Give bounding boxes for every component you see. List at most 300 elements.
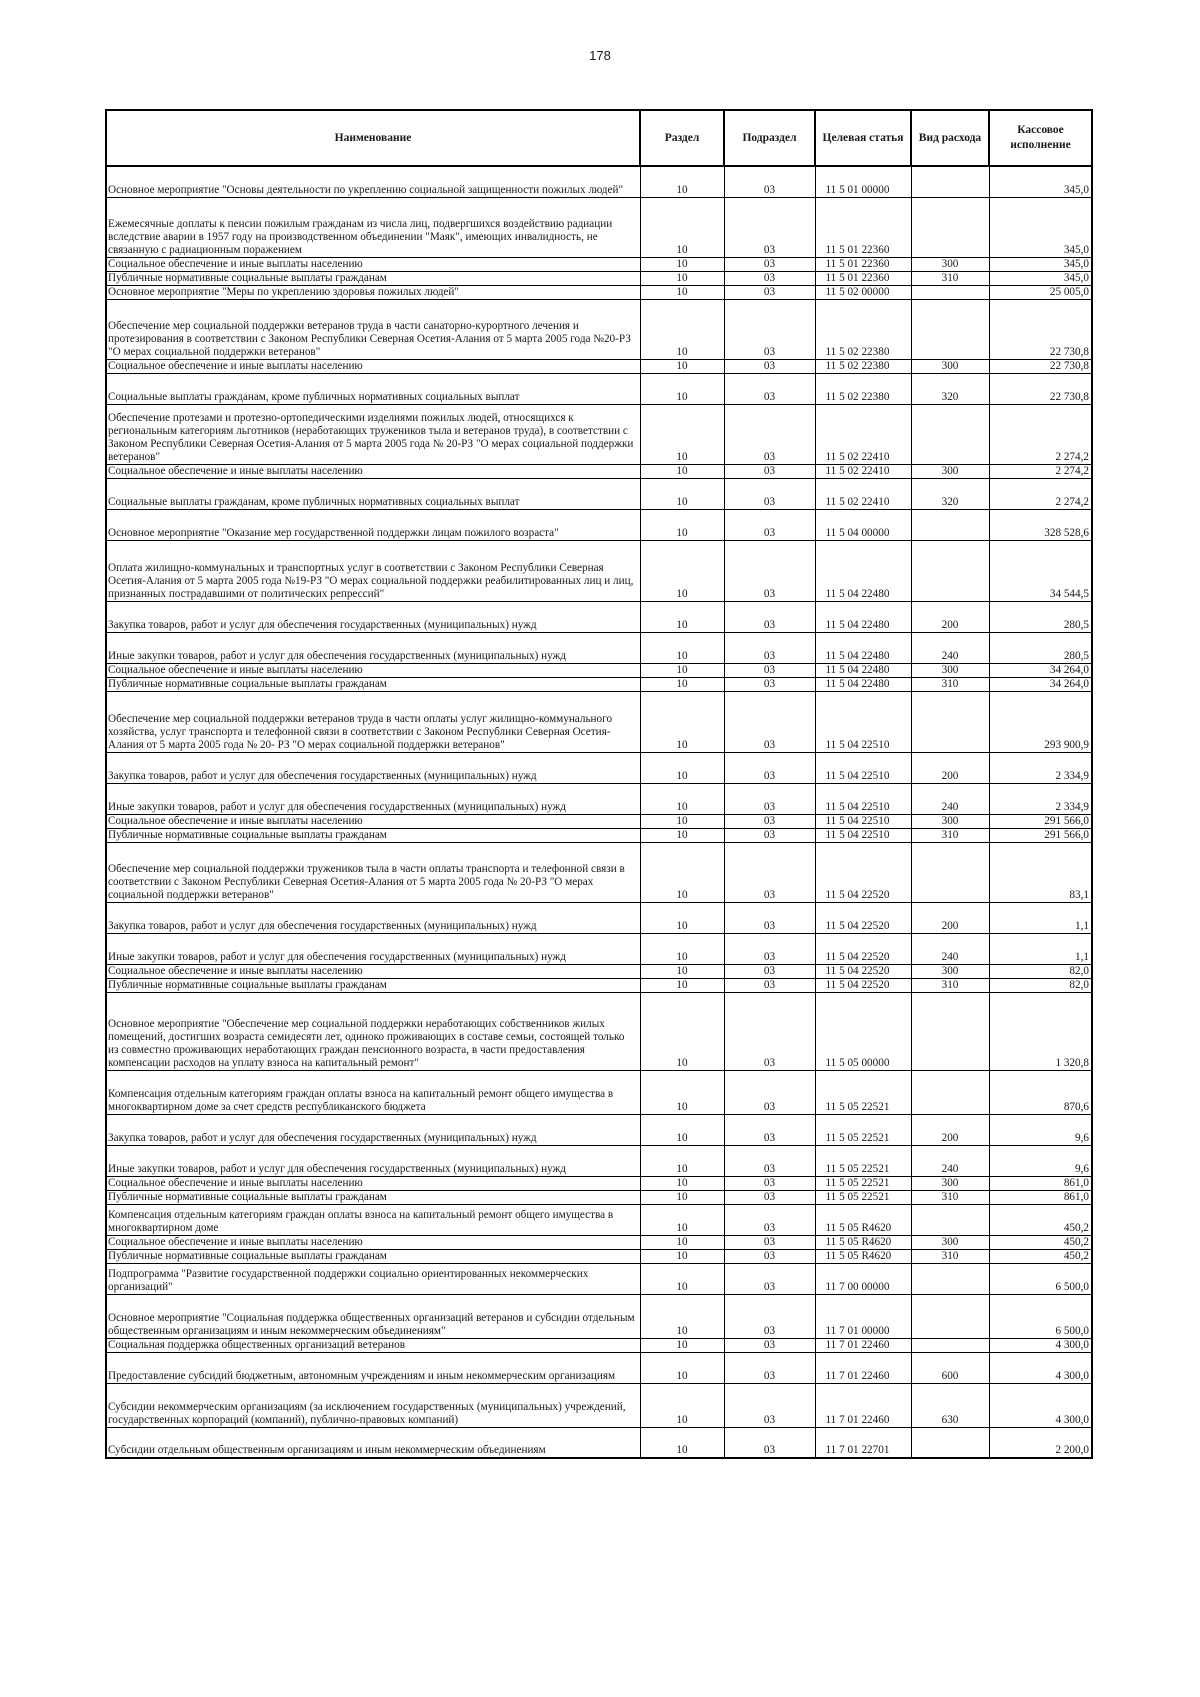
cell-target-article: 11 5 01 00000	[815, 166, 911, 197]
cell-expense-type	[911, 509, 989, 540]
table-row	[106, 663, 1092, 677]
cell-section: 10	[640, 1427, 724, 1458]
cell-name: Закупка товаров, работ и услуг для обеспечения государственных (муниципальных) нужд	[106, 752, 640, 783]
cell-subsection: 03	[724, 964, 815, 978]
cell-amount: 9,6	[989, 1145, 1092, 1176]
cell-name: Социальное обеспечение и иные выплаты населению	[106, 257, 640, 271]
cell-target-article: 11 5 04 22520	[815, 933, 911, 964]
cell-subsection: 03	[724, 783, 815, 814]
cell-expense-type: 300	[911, 814, 989, 828]
cell-expense-type	[911, 1294, 989, 1338]
cell-target-article: 11 7 01 22460	[815, 1383, 911, 1427]
cell-subsection: 03	[724, 828, 815, 842]
cell-name: Социальное обеспечение и иные выплаты населению	[106, 1235, 640, 1249]
cell-subsection: 03	[724, 1070, 815, 1114]
cell-amount: 345,0	[989, 197, 1092, 257]
cell-subsection: 03	[724, 663, 815, 677]
table-row	[106, 1294, 1092, 1338]
cell-name: Иные закупки товаров, работ и услуг для обеспечения государственных (муниципальных) нужд	[106, 632, 640, 663]
cell-amount: 328 528,6	[989, 509, 1092, 540]
table-row	[106, 404, 1092, 464]
table-row	[106, 842, 1092, 902]
cell-target-article: 11 5 04 22480	[815, 540, 911, 601]
cell-subsection: 03	[724, 1383, 815, 1427]
cell-amount: 2 274,2	[989, 478, 1092, 509]
header-expense-type: Вид расхода	[911, 110, 989, 166]
cell-name: Социальное обеспечение и иные выплаты населению	[106, 1176, 640, 1190]
cell-amount: 83,1	[989, 842, 1092, 902]
table-row	[106, 677, 1092, 691]
cell-amount: 450,2	[989, 1249, 1092, 1263]
cell-target-article: 11 5 05 22521	[815, 1070, 911, 1114]
cell-target-article: 11 5 04 22510	[815, 828, 911, 842]
table-row	[106, 540, 1092, 601]
cell-section: 10	[640, 540, 724, 601]
cell-name: Публичные нормативные социальные выплаты гражданам	[106, 677, 640, 691]
cell-amount: 2 274,2	[989, 464, 1092, 478]
cell-expense-type: 240	[911, 1145, 989, 1176]
cell-expense-type	[911, 404, 989, 464]
table-row	[106, 978, 1092, 992]
cell-amount: 291 566,0	[989, 828, 1092, 842]
cell-subsection: 03	[724, 1235, 815, 1249]
cell-amount: 861,0	[989, 1190, 1092, 1204]
cell-section: 10	[640, 404, 724, 464]
cell-name: Иные закупки товаров, работ и услуг для обеспечения государственных (муниципальных) нужд	[106, 783, 640, 814]
cell-section: 10	[640, 1352, 724, 1383]
table-row	[106, 271, 1092, 285]
cell-amount: 22 730,8	[989, 299, 1092, 359]
cell-target-article: 11 5 04 22480	[815, 632, 911, 663]
cell-section: 10	[640, 1263, 724, 1294]
cell-expense-type: 240	[911, 783, 989, 814]
cell-amount: 82,0	[989, 964, 1092, 978]
cell-name: Обеспечение мер социальной поддержки ветеранов труда в части оплаты услуг жилищно-коммунального хозяйства, услуг транспорта и телефонной связи в соответствии с Законом Республики Северная Осетия-Алания от 5 марта 2005 года № 20- РЗ "О мерах социальной поддержки ветеранов"	[106, 691, 640, 752]
cell-target-article: 11 5 01 22360	[815, 271, 911, 285]
cell-amount: 450,2	[989, 1204, 1092, 1235]
cell-subsection: 03	[724, 752, 815, 783]
cell-expense-type	[911, 166, 989, 197]
cell-section: 10	[640, 1249, 724, 1263]
table-row	[106, 1114, 1092, 1145]
cell-amount: 450,2	[989, 1235, 1092, 1249]
cell-target-article: 11 5 01 22360	[815, 197, 911, 257]
cell-target-article: 11 5 05 00000	[815, 992, 911, 1070]
table-row	[106, 632, 1092, 663]
cell-section: 10	[640, 271, 724, 285]
cell-target-article: 11 5 04 22510	[815, 752, 911, 783]
table-row	[106, 1383, 1092, 1427]
cell-subsection: 03	[724, 814, 815, 828]
table-row	[106, 783, 1092, 814]
header-name: Наименование	[106, 110, 640, 166]
cell-expense-type	[911, 691, 989, 752]
cell-target-article: 11 5 04 00000	[815, 509, 911, 540]
cell-section: 10	[640, 1070, 724, 1114]
cell-amount: 82,0	[989, 978, 1092, 992]
cell-section: 10	[640, 1145, 724, 1176]
cell-subsection: 03	[724, 1114, 815, 1145]
cell-subsection: 03	[724, 1204, 815, 1235]
cell-target-article: 11 5 04 22520	[815, 842, 911, 902]
cell-target-article: 11 5 04 22480	[815, 677, 911, 691]
cell-amount: 870,6	[989, 1070, 1092, 1114]
cell-amount: 1,1	[989, 933, 1092, 964]
cell-subsection: 03	[724, 197, 815, 257]
cell-expense-type	[911, 1338, 989, 1352]
cell-name: Социальное обеспечение и иные выплаты населению	[106, 359, 640, 373]
cell-target-article: 11 5 05 R4620	[815, 1235, 911, 1249]
cell-subsection: 03	[724, 691, 815, 752]
cell-amount: 291 566,0	[989, 814, 1092, 828]
table-row	[106, 1190, 1092, 1204]
table-row	[106, 1204, 1092, 1235]
table-row	[106, 933, 1092, 964]
cell-name: Подпрограмма "Развитие государственной поддержки социально ориентированных некоммерческих организаций"	[106, 1263, 640, 1294]
table-row	[106, 464, 1092, 478]
cell-amount: 2 200,0	[989, 1427, 1092, 1458]
cell-subsection: 03	[724, 933, 815, 964]
table-row	[106, 359, 1092, 373]
cell-expense-type: 310	[911, 828, 989, 842]
cell-target-article: 11 5 02 22380	[815, 299, 911, 359]
cell-amount: 34 264,0	[989, 677, 1092, 691]
cell-expense-type: 240	[911, 933, 989, 964]
cell-subsection: 03	[724, 978, 815, 992]
table-row	[106, 1249, 1092, 1263]
cell-target-article: 11 5 04 22510	[815, 814, 911, 828]
cell-section: 10	[640, 752, 724, 783]
table-row	[106, 902, 1092, 933]
cell-target-article: 11 5 04 22510	[815, 783, 911, 814]
cell-expense-type	[911, 197, 989, 257]
cell-section: 10	[640, 663, 724, 677]
cell-subsection: 03	[724, 601, 815, 632]
cell-section: 10	[640, 1294, 724, 1338]
table-row	[106, 509, 1092, 540]
cell-expense-type: 300	[911, 663, 989, 677]
cell-section: 10	[640, 166, 724, 197]
cell-target-article: 11 5 04 22480	[815, 663, 911, 677]
cell-name: Социальное обеспечение и иные выплаты населению	[106, 814, 640, 828]
cell-target-article: 11 5 05 22521	[815, 1145, 911, 1176]
cell-name: Компенсация отдельным категориям граждан оплаты взноса на капитальный ремонт общего имущества в многоквартирном доме	[106, 1204, 640, 1235]
cell-name: Публичные нормативные социальные выплаты гражданам	[106, 1190, 640, 1204]
cell-name: Закупка товаров, работ и услуг для обеспечения государственных (муниципальных) нужд	[106, 601, 640, 632]
table-row	[106, 285, 1092, 299]
cell-name: Публичные нормативные социальные выплаты гражданам	[106, 828, 640, 842]
cell-section: 10	[640, 783, 724, 814]
cell-section: 10	[640, 1176, 724, 1190]
table-body	[106, 166, 1092, 1458]
cell-name: Основное мероприятие "Основы деятельности по укреплению социальной защищенности пожилых людей"	[106, 166, 640, 197]
table-row	[106, 752, 1092, 783]
cell-target-article: 11 7 01 22460	[815, 1338, 911, 1352]
cell-subsection: 03	[724, 1176, 815, 1190]
table-row	[106, 257, 1092, 271]
cell-target-article: 11 5 02 22410	[815, 404, 911, 464]
cell-section: 10	[640, 509, 724, 540]
table-row	[106, 299, 1092, 359]
cell-subsection: 03	[724, 677, 815, 691]
cell-subsection: 03	[724, 1249, 815, 1263]
cell-subsection: 03	[724, 1338, 815, 1352]
cell-amount: 861,0	[989, 1176, 1092, 1190]
cell-expense-type: 320	[911, 373, 989, 404]
cell-target-article: 11 7 01 22701	[815, 1427, 911, 1458]
cell-name: Социальные выплаты гражданам, кроме публичных нормативных социальных выплат	[106, 373, 640, 404]
cell-section: 10	[640, 1235, 724, 1249]
cell-expense-type: 300	[911, 359, 989, 373]
cell-section: 10	[640, 964, 724, 978]
cell-amount: 34 544,5	[989, 540, 1092, 601]
cell-section: 10	[640, 478, 724, 509]
cell-expense-type	[911, 842, 989, 902]
cell-amount: 4 300,0	[989, 1352, 1092, 1383]
cell-name: Иные закупки товаров, работ и услуг для обеспечения государственных (муниципальных) нужд	[106, 1145, 640, 1176]
header-target-article: Целевая статья	[815, 110, 911, 166]
cell-section: 10	[640, 601, 724, 632]
cell-section: 10	[640, 1338, 724, 1352]
cell-target-article: 11 5 02 22380	[815, 359, 911, 373]
cell-expense-type	[911, 540, 989, 601]
cell-amount: 345,0	[989, 271, 1092, 285]
header-cash-execution: Кассовое исполнение	[989, 110, 1092, 166]
table-row	[106, 1145, 1092, 1176]
cell-section: 10	[640, 842, 724, 902]
cell-expense-type: 310	[911, 677, 989, 691]
cell-subsection: 03	[724, 509, 815, 540]
cell-target-article: 11 5 02 22410	[815, 464, 911, 478]
header-subsection: Подраздел	[724, 110, 815, 166]
cell-target-article: 11 7 00 00000	[815, 1263, 911, 1294]
cell-section: 10	[640, 902, 724, 933]
cell-name: Обеспечение мер социальной поддержки тружеников тыла в части оплаты транспорта и телефонной связи в соответствии с Законом Республики Северная Осетия-Алания от 5 марта 2005 года № 20-РЗ "О мерах социальной поддержки ветеранов"	[106, 842, 640, 902]
header-section: Раздел	[640, 110, 724, 166]
cell-target-article: 11 5 05 22521	[815, 1176, 911, 1190]
cell-target-article: 11 5 05 R4620	[815, 1204, 911, 1235]
cell-expense-type: 600	[911, 1352, 989, 1383]
cell-expense-type: 200	[911, 601, 989, 632]
cell-section: 10	[640, 814, 724, 828]
table-row	[106, 197, 1092, 257]
cell-subsection: 03	[724, 632, 815, 663]
cell-section: 10	[640, 299, 724, 359]
table-row	[106, 1070, 1092, 1114]
cell-subsection: 03	[724, 902, 815, 933]
cell-expense-type	[911, 1263, 989, 1294]
budget-table	[105, 109, 1093, 1459]
cell-amount: 1,1	[989, 902, 1092, 933]
cell-target-article: 11 5 01 22360	[815, 257, 911, 271]
cell-name: Социальное обеспечение и иные выплаты населению	[106, 663, 640, 677]
cell-amount: 280,5	[989, 632, 1092, 663]
cell-name: Социальные выплаты гражданам, кроме публичных нормативных социальных выплат	[106, 478, 640, 509]
cell-subsection: 03	[724, 1427, 815, 1458]
cell-expense-type	[911, 1204, 989, 1235]
cell-expense-type: 300	[911, 1235, 989, 1249]
cell-subsection: 03	[724, 285, 815, 299]
cell-subsection: 03	[724, 271, 815, 285]
table-row	[106, 814, 1092, 828]
cell-target-article: 11 5 04 22480	[815, 601, 911, 632]
cell-name: Основное мероприятие "Обеспечение мер социальной поддержки неработающих собственников жилых помещений, достигших возраста семидесяти лет, одиноко проживающих в составе семьи, состоящей только из совместно проживающих неработающих граждан пенсионного возраста, в части предоставления компенсации расходов на уплату взноса на капитальный ремонт"	[106, 992, 640, 1070]
cell-amount: 345,0	[989, 166, 1092, 197]
cell-expense-type	[911, 1427, 989, 1458]
cell-target-article: 11 5 04 22520	[815, 902, 911, 933]
cell-subsection: 03	[724, 1263, 815, 1294]
table-row	[106, 828, 1092, 842]
cell-subsection: 03	[724, 166, 815, 197]
header-row	[106, 110, 1092, 166]
cell-subsection: 03	[724, 842, 815, 902]
cell-section: 10	[640, 978, 724, 992]
cell-subsection: 03	[724, 540, 815, 601]
cell-section: 10	[640, 257, 724, 271]
table-row	[106, 1176, 1092, 1190]
cell-name: Компенсация отдельным категориям граждан оплаты взноса на капитальный ремонт общего имущества в многоквартирном доме за счет средств республиканского бюджета	[106, 1070, 640, 1114]
cell-target-article: 11 5 04 22520	[815, 978, 911, 992]
cell-name: Закупка товаров, работ и услуг для обеспечения государственных (муниципальных) нужд	[106, 902, 640, 933]
cell-name: Социальное обеспечение и иные выплаты населению	[106, 464, 640, 478]
cell-section: 10	[640, 1190, 724, 1204]
cell-subsection: 03	[724, 257, 815, 271]
cell-amount: 6 500,0	[989, 1294, 1092, 1338]
cell-target-article: 11 7 01 22460	[815, 1352, 911, 1383]
table-row	[106, 992, 1092, 1070]
cell-name: Публичные нормативные социальные выплаты гражданам	[106, 978, 640, 992]
cell-amount: 6 500,0	[989, 1263, 1092, 1294]
cell-section: 10	[640, 632, 724, 663]
cell-name: Обеспечение мер социальной поддержки ветеранов труда в части санаторно-курортного лечения и протезирования в соответствии с Законом Республики Северная Осетия-Алания от 5 марта 2005 года №20-РЗ "О мерах социальной поддержки ветеранов"	[106, 299, 640, 359]
table-row	[106, 1235, 1092, 1249]
cell-target-article: 11 5 04 22510	[815, 691, 911, 752]
cell-expense-type: 300	[911, 964, 989, 978]
cell-amount: 2 334,9	[989, 783, 1092, 814]
cell-subsection: 03	[724, 373, 815, 404]
cell-name: Основное мероприятие "Социальная поддержка общественных организаций ветеранов и субсидии отдельным общественным организациям и иным некоммерческим объединениям"	[106, 1294, 640, 1338]
cell-expense-type	[911, 299, 989, 359]
cell-amount: 293 900,9	[989, 691, 1092, 752]
page-number: 178	[589, 48, 611, 63]
cell-expense-type: 630	[911, 1383, 989, 1427]
cell-amount: 4 300,0	[989, 1338, 1092, 1352]
cell-expense-type: 320	[911, 478, 989, 509]
cell-name: Субсидии некоммерческим организациям (за исключением государственных (муниципальных) учреждений, государственных корпораций (компаний), публично-правовых компаний)	[106, 1383, 640, 1427]
cell-name: Иные закупки товаров, работ и услуг для обеспечения государственных (муниципальных) нужд	[106, 933, 640, 964]
cell-subsection: 03	[724, 464, 815, 478]
table-row	[106, 1263, 1092, 1294]
cell-section: 10	[640, 464, 724, 478]
cell-expense-type	[911, 285, 989, 299]
cell-section: 10	[640, 1204, 724, 1235]
cell-subsection: 03	[724, 478, 815, 509]
cell-target-article: 11 5 02 00000	[815, 285, 911, 299]
cell-subsection: 03	[724, 1352, 815, 1383]
cell-name: Социальная поддержка общественных организаций ветеранов	[106, 1338, 640, 1352]
cell-amount: 9,6	[989, 1114, 1092, 1145]
cell-amount: 25 005,0	[989, 285, 1092, 299]
cell-amount: 345,0	[989, 257, 1092, 271]
cell-target-article: 11 5 05 22521	[815, 1190, 911, 1204]
cell-name: Субсидии отдельным общественным организациям и иным некоммерческим объединениям	[106, 1427, 640, 1458]
table-row	[106, 373, 1092, 404]
cell-expense-type: 200	[911, 902, 989, 933]
cell-section: 10	[640, 359, 724, 373]
cell-expense-type: 300	[911, 464, 989, 478]
cell-amount: 2 274,2	[989, 404, 1092, 464]
cell-amount: 280,5	[989, 601, 1092, 632]
cell-subsection: 03	[724, 404, 815, 464]
cell-subsection: 03	[724, 299, 815, 359]
cell-expense-type: 240	[911, 632, 989, 663]
table-row	[106, 1427, 1092, 1458]
cell-expense-type: 300	[911, 257, 989, 271]
cell-subsection: 03	[724, 1294, 815, 1338]
table-row	[106, 601, 1092, 632]
cell-section: 10	[640, 933, 724, 964]
cell-name: Закупка товаров, работ и услуг для обеспечения государственных (муниципальных) нужд	[106, 1114, 640, 1145]
cell-name: Публичные нормативные социальные выплаты гражданам	[106, 271, 640, 285]
cell-expense-type: 310	[911, 1249, 989, 1263]
cell-expense-type: 200	[911, 752, 989, 783]
cell-target-article: 11 5 02 22410	[815, 478, 911, 509]
cell-name: Оплата жилищно-коммунальных и транспортных услуг в соответствии с Законом Республики Северная Осетия-Алания от 5 марта 2005 года №19-РЗ "О мерах социальной поддержки реабилитированных лиц и лиц, признанных пострадавшими от политических репрессий"	[106, 540, 640, 601]
table-row	[106, 478, 1092, 509]
cell-name: Социальное обеспечение и иные выплаты населению	[106, 964, 640, 978]
cell-section: 10	[640, 677, 724, 691]
cell-name: Ежемесячные доплаты к пенсии пожилым гражданам из числа лиц, подвергшихся воздействию радиации вследствие аварии в 1957 году на производственном объединении "Маяк", имеющих инвалидность, не связанную с радиационным поражением	[106, 197, 640, 257]
cell-section: 10	[640, 691, 724, 752]
cell-subsection: 03	[724, 1190, 815, 1204]
cell-target-article: 11 7 01 00000	[815, 1294, 911, 1338]
cell-amount: 22 730,8	[989, 373, 1092, 404]
cell-expense-type	[911, 1070, 989, 1114]
table-header	[106, 110, 1092, 166]
cell-section: 10	[640, 1383, 724, 1427]
cell-amount: 34 264,0	[989, 663, 1092, 677]
cell-amount: 22 730,8	[989, 359, 1092, 373]
cell-section: 10	[640, 285, 724, 299]
cell-amount: 2 334,9	[989, 752, 1092, 783]
cell-section: 10	[640, 1114, 724, 1145]
cell-expense-type: 310	[911, 271, 989, 285]
table-row	[106, 1352, 1092, 1383]
cell-expense-type	[911, 992, 989, 1070]
cell-expense-type: 310	[911, 1190, 989, 1204]
cell-section: 10	[640, 373, 724, 404]
cell-target-article: 11 5 05 22521	[815, 1114, 911, 1145]
cell-amount: 1 320,8	[989, 992, 1092, 1070]
cell-target-article: 11 5 02 22380	[815, 373, 911, 404]
cell-subsection: 03	[724, 359, 815, 373]
cell-expense-type: 310	[911, 978, 989, 992]
cell-expense-type: 200	[911, 1114, 989, 1145]
cell-name: Предоставление субсидий бюджетным, автономным учреждениям и иным некоммерческим организациям	[106, 1352, 640, 1383]
cell-section: 10	[640, 992, 724, 1070]
cell-name: Публичные нормативные социальные выплаты гражданам	[106, 1249, 640, 1263]
cell-name: Основное мероприятие "Меры по укреплению здоровья пожилых людей"	[106, 285, 640, 299]
cell-target-article: 11 5 04 22520	[815, 964, 911, 978]
cell-subsection: 03	[724, 992, 815, 1070]
cell-name: Обеспечение протезами и протезно-ортопедическими изделиями пожилых людей, относящихся к региональным категориям льготников (неработающих тружеников тыла и ветеранов труда), в соответствии с Законом Республики Северная Осетия-Алания от 5 марта 2005 года № 20-РЗ "О мерах социальной поддержки ветеранов"	[106, 404, 640, 464]
table-row	[106, 964, 1092, 978]
cell-section: 10	[640, 828, 724, 842]
table-row	[106, 166, 1092, 197]
cell-expense-type: 300	[911, 1176, 989, 1190]
cell-subsection: 03	[724, 1145, 815, 1176]
table-row	[106, 691, 1092, 752]
